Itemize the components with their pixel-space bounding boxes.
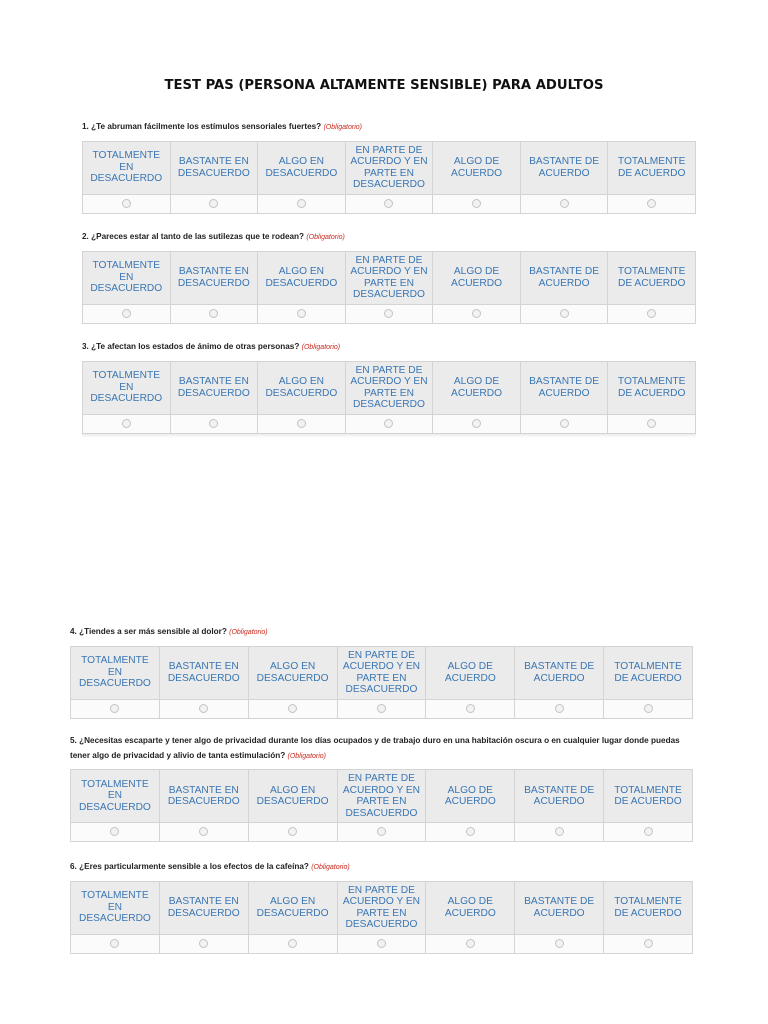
option-header: EN PARTE DE ACUERDO Y EN PARTE EN DESACUERDO (345, 141, 433, 194)
option-header: ALGO EN DESACUERDO (248, 770, 337, 823)
option-header: TOTALMENTE DE ACUERDO (604, 770, 693, 823)
option-header: BASTANTE EN DESACUERDO (159, 881, 248, 934)
radio-button[interactable] (288, 827, 297, 836)
question-text: 5. ¿Necesitas escaparte y tener algo de privacidad durante los días ocupados y de trabajo duro en una habitación oscura o en cualquier lugar donde puedas tener algo de privacidad y alivio de tanta estimulación? (70, 736, 680, 760)
option-header: BASTANTE DE ACUERDO (515, 646, 604, 699)
likert-table (82, 251, 696, 324)
question-2 (82, 230, 702, 324)
option-header: EN PARTE DE ACUERDO Y EN PARTE EN DESACUERDO (337, 881, 426, 934)
radio-button[interactable] (122, 199, 131, 208)
option-header: BASTANTE DE ACUERDO (515, 881, 604, 934)
radio-button[interactable] (647, 419, 656, 428)
radio-button[interactable] (647, 309, 656, 318)
radio-button[interactable] (209, 309, 218, 318)
option-header: EN PARTE DE ACUERDO Y EN PARTE EN DESACUERDO (337, 770, 426, 823)
radio-button[interactable] (466, 827, 475, 836)
question-text: 6. ¿Eres particularmente sensible a los efectos de la cafeína? (70, 862, 309, 871)
radio-button[interactable] (122, 309, 131, 318)
question-text: 3. ¿Te afectan los estados de ánimo de otras personas? (82, 342, 300, 351)
option-header: EN PARTE DE ACUERDO Y EN PARTE EN DESACUERDO (337, 646, 426, 699)
option-header: TOTALMENTE EN DESACUERDO (83, 361, 171, 414)
option-header: TOTALMENTE DE ACUERDO (608, 141, 696, 194)
radio-button[interactable] (644, 939, 653, 948)
option-header: ALGO DE ACUERDO (426, 770, 515, 823)
option-header: BASTANTE EN DESACUERDO (170, 361, 258, 414)
question-3 (82, 340, 702, 438)
required-label: (Obligatorio) (287, 752, 327, 760)
radio-button[interactable] (647, 199, 656, 208)
radio-button[interactable] (555, 827, 564, 836)
option-header: BASTANTE EN DESACUERDO (159, 770, 248, 823)
option-header: BASTANTE DE ACUERDO (520, 141, 608, 194)
radio-button[interactable] (110, 704, 119, 713)
radio-button[interactable] (560, 309, 569, 318)
question-text: 2. ¿Pareces estar al tanto de las sutilezas que te rodean? (82, 232, 305, 241)
question-1 (82, 120, 702, 214)
radio-button[interactable] (384, 309, 393, 318)
radio-button[interactable] (288, 704, 297, 713)
option-header: TOTALMENTE DE ACUERDO (608, 361, 696, 414)
radio-button[interactable] (555, 939, 564, 948)
option-header: ALGO DE ACUERDO (426, 881, 515, 934)
required-label: (Obligatorio) (323, 124, 362, 131)
option-header: TOTALMENTE EN DESACUERDO (83, 141, 171, 194)
likert-table (82, 361, 696, 434)
option-header: ALGO DE ACUERDO (433, 361, 521, 414)
option-header: TOTALMENTE EN DESACUERDO (83, 251, 171, 304)
required-label: (Obligatorio) (306, 234, 345, 241)
question-5 (70, 734, 694, 842)
radio-button[interactable] (560, 419, 569, 428)
option-header: TOTALMENTE EN DESACUERDO (71, 881, 160, 934)
option-header: ALGO DE ACUERDO (426, 646, 515, 699)
question-text: 4. ¿Tiendes a ser más sensible al dolor? (70, 627, 227, 636)
required-label: (Obligatorio) (311, 864, 350, 871)
required-label: (Obligatorio) (301, 344, 341, 351)
radio-button[interactable] (209, 419, 218, 428)
radio-button[interactable] (466, 939, 475, 948)
radio-button[interactable] (472, 419, 481, 428)
radio-button[interactable] (288, 939, 297, 948)
option-header: TOTALMENTE DE ACUERDO (608, 251, 696, 304)
radio-button[interactable] (377, 704, 386, 713)
radio-button[interactable] (110, 827, 119, 836)
option-header: ALGO DE ACUERDO (433, 251, 521, 304)
required-label: (Obligatorio) (229, 629, 268, 636)
radio-button[interactable] (384, 199, 393, 208)
option-header: TOTALMENTE DE ACUERDO (604, 881, 693, 934)
radio-button[interactable] (297, 199, 306, 208)
radio-button[interactable] (377, 827, 386, 836)
option-header: ALGO EN DESACUERDO (258, 141, 346, 194)
radio-button[interactable] (297, 419, 306, 428)
radio-button[interactable] (209, 199, 218, 208)
radio-button[interactable] (297, 309, 306, 318)
option-header: TOTALMENTE DE ACUERDO (604, 646, 693, 699)
radio-button[interactable] (472, 309, 481, 318)
option-header: BASTANTE DE ACUERDO (520, 251, 608, 304)
radio-button[interactable] (384, 419, 393, 428)
option-header: EN PARTE DE ACUERDO Y EN PARTE EN DESACUERDO (345, 251, 433, 304)
radio-button[interactable] (472, 199, 481, 208)
likert-table (70, 769, 693, 842)
likert-table (70, 881, 693, 954)
option-header: ALGO EN DESACUERDO (248, 646, 337, 699)
radio-button[interactable] (560, 199, 569, 208)
option-header: TOTALMENTE EN DESACUERDO (71, 770, 160, 823)
option-header: EN PARTE DE ACUERDO Y EN PARTE EN DESACUERDO (345, 361, 433, 414)
option-header: BASTANTE EN DESACUERDO (170, 251, 258, 304)
radio-button[interactable] (199, 827, 208, 836)
radio-button[interactable] (110, 939, 119, 948)
option-header: ALGO EN DESACUERDO (248, 881, 337, 934)
option-header: ALGO EN DESACUERDO (258, 361, 346, 414)
radio-button[interactable] (377, 939, 386, 948)
question-4 (70, 625, 694, 719)
likert-table (70, 646, 693, 719)
option-header: TOTALMENTE EN DESACUERDO (71, 646, 160, 699)
option-header: BASTANTE EN DESACUERDO (159, 646, 248, 699)
radio-button[interactable] (466, 704, 475, 713)
radio-button[interactable] (644, 827, 653, 836)
question-text: 1. ¿Te abruman fácilmente los estímulos sensoriales fuertes? (82, 122, 322, 131)
radio-button[interactable] (555, 704, 564, 713)
radio-button[interactable] (644, 704, 653, 713)
radio-button[interactable] (122, 419, 131, 428)
question-6 (70, 860, 694, 954)
likert-table (82, 141, 696, 214)
option-header: ALGO DE ACUERDO (433, 141, 521, 194)
option-header: BASTANTE DE ACUERDO (515, 770, 604, 823)
option-header: ALGO EN DESACUERDO (258, 251, 346, 304)
option-header: BASTANTE EN DESACUERDO (170, 141, 258, 194)
radio-button[interactable] (199, 939, 208, 948)
option-header: BASTANTE DE ACUERDO (520, 361, 608, 414)
page-shadow (82, 434, 696, 438)
page-title: TEST PAS (PERSONA ALTAMENTE SENSIBLE) PARA ADULTOS (164, 78, 604, 93)
radio-button[interactable] (199, 704, 208, 713)
